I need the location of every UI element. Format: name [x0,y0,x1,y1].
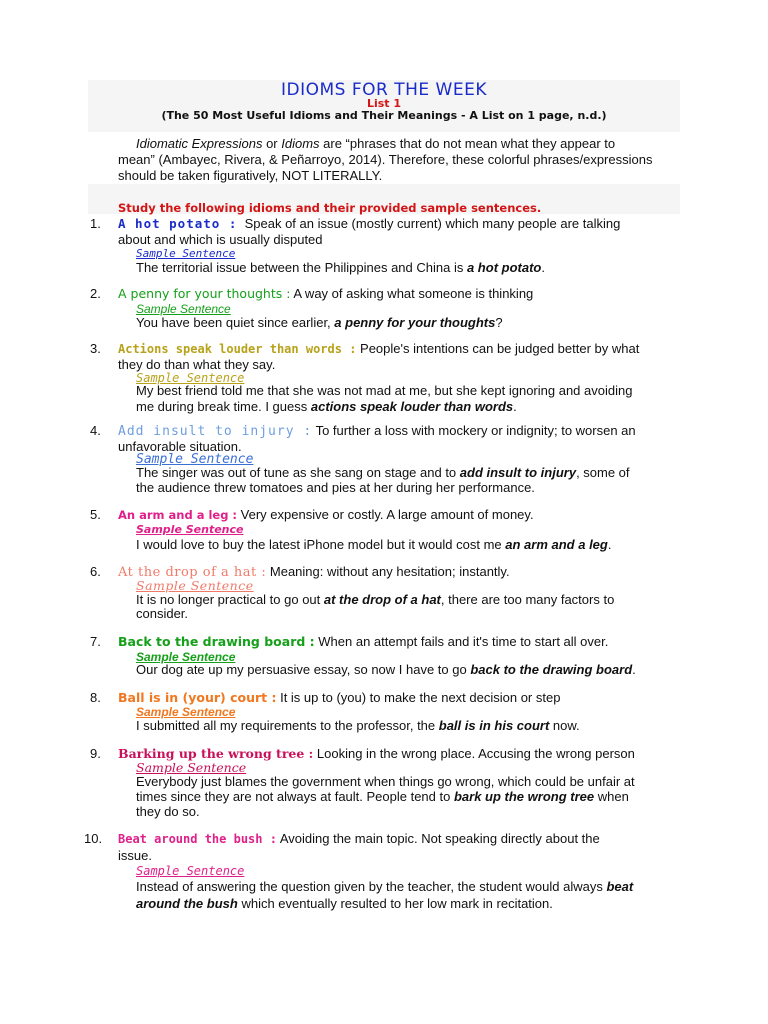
item-number: 7. [90,634,101,649]
sample-sentence: The territorial issue between the Philippines and China is a hot potato. [136,260,545,275]
idiom-definition: Beat around the bush : Avoiding the main topic. Not speaking directly about the [118,831,600,846]
idiom-phrase: Ball is in (your) court : [118,690,277,705]
sample-sentence-label: Sample Sentence [136,302,231,316]
sample-sentence-cont: times since they are not always at fault. People tend to bark up the wrong tree when [136,789,629,804]
sample-sentence-cont: around the bush which eventually resulted to her low mark in recitation. [136,896,553,911]
idiom-definition: Barking up the wrong tree : Looking in the wrong place. Accusing the wrong person [118,746,635,761]
study-instruction: Study the following idioms and their provided sample sentences. [118,201,542,215]
idiom-definition: Ball is in (your) court : It is up to (you) to make the next decision or step [118,690,561,705]
item-number: 2. [90,286,101,301]
sample-sentence: It is no longer practical to go out at the drop of a hat, there are too many factors to [136,592,615,607]
sample-sentence-label: Sample Sentence [136,864,245,878]
sample-sentence-label: Sample Sentence [136,452,254,467]
page-title: IDIOMS FOR THE WEEK [281,80,487,100]
idiom-definition: Actions speak louder than words : People's intentions can be judged better by what [118,341,640,356]
sample-sentence-label: Sample Sentence [136,247,236,260]
sample-sentence: You have been quiet since earlier, a penny for your thoughts? [136,315,503,330]
sample-sentence-cont: the audience threw tomatoes and pies at her during her performance. [136,480,535,495]
idiom-phrase: Actions speak louder than words : [118,342,357,356]
item-number: 1. [90,216,101,231]
sample-sentence-label: Sample Sentence [136,523,244,536]
intro-line-3: should be taken figuratively, NOT LITERALLY. [118,168,383,183]
sample-sentence: Everybody just blames the government when things go wrong, which could be unfair at [136,774,635,789]
idiom-phrase: Barking up the wrong tree : [118,746,314,761]
idiom-phrase: An arm and a leg : [118,508,238,522]
sample-sentence-cont-2: they do so. [136,804,200,819]
intro-line-1: Idiomatic Expressions or Idioms are “phrases that do not mean what they appear to [136,136,616,151]
item-number: 9. [90,746,101,761]
idiom-definition: At the drop of a hat : Meaning: without any hesitation; instantly. [118,564,510,580]
item-number: 5. [90,507,101,522]
sample-sentence: Instead of answering the question given by the teacher, the student would always beat [136,879,634,894]
sample-sentence-label: Sample Sentence [136,760,247,775]
idiom-definition: Add insult to injury : To further a loss with mockery or indignity; to worsen an [118,423,636,439]
idiom-phrase: Beat around the bush : [118,832,277,846]
idiom-phrase: A hot potato : [118,216,238,231]
sample-sentence-cont: consider. [136,606,189,621]
sample-sentence: I would love to buy the latest iPhone model but it would cost me an arm and a leg. [136,537,612,552]
item-number: 6. [90,564,101,579]
idiom-phrase: At the drop of a hat : [118,565,267,580]
sample-sentence-label: Sample Sentence [136,578,254,593]
idiom-definition: A penny for your thoughts : A way of asking what someone is thinking [118,286,534,301]
sample-sentence-label: Sample Sentence [136,650,236,664]
intro-paragraph [118,136,678,184]
sample-sentence-label: Sample Sentence [136,705,236,719]
list-label: List 1 [366,97,402,110]
idiom-definition: Back to the drawing board : When an attempt fails and it's time to start all over. [118,634,609,649]
idiom-phrase: Add insult to injury : [118,424,313,439]
item-number: 8. [90,690,101,705]
document-page: IDIOMS FOR THE WEEK List 1 (The 50 Most Useful Idioms and Their Meanings - A List on 1 page, n.d.) Idiomatic Expressions or Idioms are “phrases that do not mean what they appear to mean” (Ambayec, Rivera, & Peñarroyo, 2014). Therefore, these colorful phrases/expressions should be taken figuratively, NOT LITERALLY. Study the following idioms and their provided sample sentences. 1. A hot potato : Speak of an issue (mostly current) which many people are talking about and which is usually disputed Sample Sentence The territorial issue between the Philippines and China is a hot potato. 2. A penny for your thoughts : A way of asking what someone is thinking Sample Sentence You have been quiet since earlier, a penny for your thoughts? 3. Actions speak louder than words : People's intentions can be judged better by what they do than what they say. Sample Sentence My best friend told me that she was not mad at me, but she kept ignoring and avoiding me during break time. I guess actions speak louder than words. 4. Add insult to injury : To further a loss with mockery or indignity; to worsen an unfavorable situation. Sample Sentence The singer was out of tune as she sang on stage and to add insult to injury, some of the audience threw tomatoes and pies at her during her performance. 5. An arm and a leg : Very expensive or costly. A large amount of money. Sample Sentence I would love to buy the latest iPhone model but it would cost me an arm and a leg. 6. At the drop of a hat : Meaning: without any hesitation; instantly. Sample Sentence It is no longer practical to go out at the drop of a hat, there are too many factors to consider. 7. Back to the drawing board : When an attempt fails and it's time to start all over. Sample Sentence Our dog ate up my persuasive essay, so now I have to go back to the drawing board. 8. Ball is in (your) court : It is up to (you) to make the next decision or step Sample Sentence I submitted all my requirements to the professor, the ball is in his court now. 9. Barking up the wrong tree : Looking in the wrong place. Accusing the wrong person Sample Sentence Everybody just blames the government when things go wrong, which could be unfair at times since they are not always at fault. People tend to bark up the wrong tree when they do so. 10. Beat around the bush : Avoiding the main topic. Not speaking directly about the issue. Sample Sentence Instead of answering the question given by the teacher, the student would always beat around the bush which eventually resulted to her low mark in recitation. [0,0,768,1024]
item-number: 4. [90,423,101,438]
sample-sentence: My best friend told me that she was not mad at me, but she kept ignoring and avoiding [136,383,633,398]
item-number: 3. [90,341,101,356]
intro-line-2: mean” (Ambayec, Rivera, & Peñarroyo, 2014). Therefore, these colorful phrases/expressions [118,152,653,167]
idiom-definition: A hot potato : Speak of an issue (mostly current) which many people are talking [118,216,621,231]
sample-sentence: The singer was out of tune as she sang on stage and to add insult to injury, some of [136,465,630,480]
idiom-phrase: A penny for your thoughts : [118,286,291,301]
sample-sentence: Our dog ate up my persuasive essay, so now I have to go back to the drawing board. [136,662,636,677]
item-number: 10. [84,831,103,846]
sample-sentence-label: Sample Sentence [136,371,245,385]
idiom-phrase: Back to the drawing board : [118,634,315,649]
sample-sentence: I submitted all my requirements to the professor, the ball is in his court now. [136,718,580,733]
sample-sentence-cont: me during break time. I guess actions speak louder than words. [136,399,517,414]
idiom-definition: An arm and a leg : Very expensive or costly. A large amount of money. [118,507,534,522]
source-citation: (The 50 Most Useful Idioms and Their Meanings - A List on 1 page, n.d.) [161,109,607,122]
